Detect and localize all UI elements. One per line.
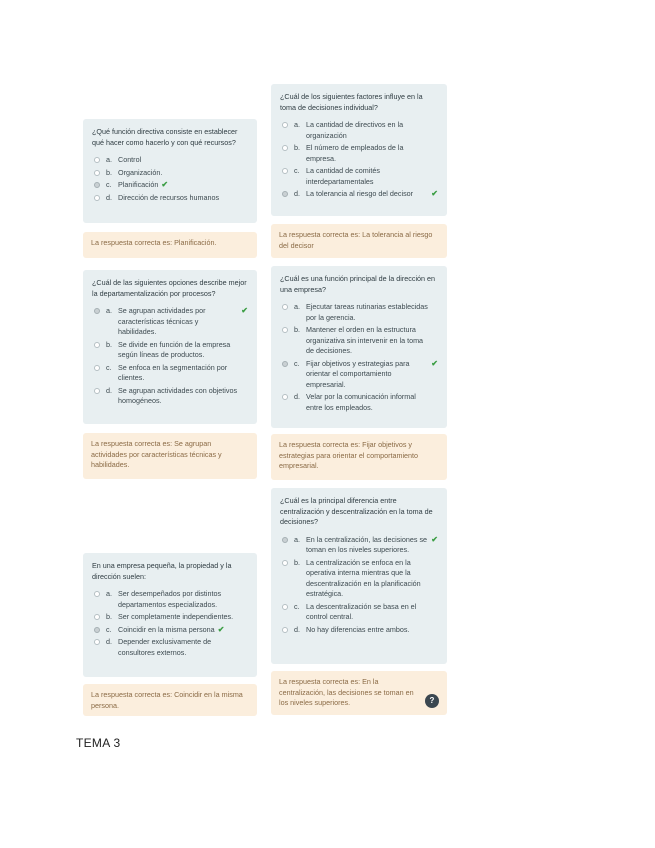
radio-icon[interactable]: [94, 157, 100, 163]
feedback-box-5: [271, 671, 447, 715]
answer-option-b[interactable]: [280, 143, 438, 164]
option-letter: c.: [106, 180, 112, 189]
option-text: Se enfoca en la segmentación por clientes.: [118, 362, 228, 382]
question-text: ¿Cuál de las siguientes opciones describe mejor la departamentalización por procesos?: [92, 278, 247, 298]
checkmark-icon: ✔: [431, 189, 438, 198]
radio-icon[interactable]: [94, 365, 100, 371]
question-card-4: [271, 266, 447, 428]
question-card-3: [83, 270, 257, 424]
radio-selected-icon[interactable]: [94, 182, 100, 188]
option-text: Organización.: [118, 167, 163, 177]
option-text: Ejecutar tareas rutinarias establecidas por la gerencia.: [306, 302, 428, 322]
option-letter: a.: [106, 306, 112, 315]
option-letter: b.: [294, 143, 300, 152]
radio-icon[interactable]: [282, 394, 288, 400]
answer-option-a[interactable]: [280, 535, 438, 556]
answer-option-b[interactable]: [92, 340, 248, 361]
answer-option-a[interactable]: [280, 120, 438, 141]
radio-selected-icon[interactable]: [94, 308, 100, 314]
option-text: Ser desempeñados por distintos departamentos especializados.: [118, 589, 222, 609]
radio-icon[interactable]: [94, 388, 100, 394]
option-text: Velar por la comunicación informal entre los empleados.: [306, 392, 416, 412]
option-text: Mantener el orden en la estructura organizativa sin intervenir en la toma de decisiones.: [306, 325, 424, 355]
option-letter: d.: [106, 385, 112, 395]
feedback-box-6: [83, 684, 257, 716]
option-letter: c.: [294, 166, 300, 175]
option-letter: a.: [106, 155, 112, 164]
option-letter: a.: [294, 120, 300, 129]
option-text: La cantidad de directivos en la organización: [306, 120, 404, 140]
radio-selected-icon[interactable]: [282, 537, 288, 543]
answer-option-a[interactable]: [92, 306, 248, 338]
radio-icon[interactable]: [282, 122, 288, 128]
radio-icon[interactable]: [282, 327, 288, 333]
help-button[interactable]: ?: [425, 694, 439, 708]
radio-icon[interactable]: [282, 304, 288, 310]
answer-option-b[interactable]: [280, 325, 438, 357]
radio-icon[interactable]: [94, 614, 100, 620]
answer-option-a[interactable]: [280, 302, 438, 323]
radio-icon[interactable]: [94, 195, 100, 201]
option-text: La descentralización se basa en el control central.: [306, 601, 417, 621]
option-text: Dirección de recursos humanos: [118, 192, 220, 202]
radio-icon[interactable]: [282, 145, 288, 151]
answer-option-d[interactable]: [92, 637, 248, 658]
feedback-text: La respuesta correcta es: En la centralización, las decisiones se toman en los niveles superiores.: [279, 677, 414, 707]
option-letter: a.: [294, 302, 300, 311]
question-card-5: [271, 488, 447, 664]
answer-option-d[interactable]: [280, 189, 438, 200]
option-letter: d.: [294, 189, 300, 198]
option-text: El número de empleados de la empresa.: [306, 143, 404, 163]
question-card-1: [83, 119, 257, 223]
answer-option-b[interactable]: [92, 612, 248, 623]
option-text: Coincidir en la misma persona: [118, 624, 215, 634]
option-letter: c.: [106, 624, 112, 634]
option-text: La centralización se enfoca en la operativa interna mientras que la descentralización en la planificación estratégica.: [306, 557, 421, 598]
feedback-box-4: [271, 434, 447, 480]
option-text: Depender exclusivamente de consultores externos.: [118, 637, 212, 657]
radio-icon[interactable]: [94, 342, 100, 348]
question-text: ¿Cuál de los siguientes factores influye en la toma de decisiones individual?: [280, 92, 423, 112]
question-text: ¿Cuál es una función principal de la dirección en una empresa?: [280, 274, 436, 294]
feedback-text: La respuesta correcta es: La tolerancia al riesgo del decisor: [279, 230, 433, 250]
option-letter: c.: [294, 358, 300, 368]
answer-option-a[interactable]: [92, 589, 248, 610]
option-text: Ser completamente independientes.: [118, 612, 234, 621]
radio-icon[interactable]: [282, 604, 288, 610]
radio-icon[interactable]: [94, 591, 100, 597]
option-letter: d.: [106, 192, 112, 202]
feedback-box-2: [271, 224, 447, 258]
option-text: Planificación: [118, 180, 159, 189]
answer-option-b[interactable]: [280, 558, 438, 600]
option-letter: d.: [294, 392, 300, 401]
answer-option-d[interactable]: [92, 193, 248, 204]
answer-option-a[interactable]: [92, 155, 248, 166]
option-text: Control: [118, 155, 142, 164]
feedback-text: La respuesta correcta es: Fijar objetivos y estrategias para orientar el comportamiento empresarial.: [279, 440, 419, 470]
answer-option-c[interactable]: [280, 602, 438, 623]
checkmark-icon: ✔: [161, 180, 169, 189]
question-card-2: [271, 84, 447, 216]
checkmark-icon: ✔: [431, 534, 438, 544]
answer-option-d[interactable]: [280, 392, 438, 413]
feedback-text: La respuesta correcta es: Coincidir en la misma persona.: [91, 690, 243, 710]
option-text: En la centralización, las decisiones se toman en los niveles superiores.: [306, 534, 428, 554]
option-text: La tolerancia al riesgo del decisor: [306, 189, 414, 198]
section-heading: TEMA 3: [76, 736, 121, 750]
feedback-text: La respuesta correcta es: Planificación.: [91, 238, 217, 247]
option-letter: b.: [106, 612, 112, 621]
feedback-text: La respuesta correcta es: Se agrupan actividades por características técnicas y habilidades.: [91, 439, 222, 469]
radio-selected-icon[interactable]: [282, 361, 288, 367]
question-text: En una empresa pequeña, la propiedad y la dirección suelen:: [92, 561, 232, 581]
radio-icon[interactable]: [94, 170, 100, 176]
radio-icon[interactable]: [94, 639, 100, 645]
answer-option-c[interactable]: [92, 180, 248, 191]
option-letter: b.: [106, 167, 112, 177]
answer-option-c[interactable]: [92, 363, 248, 384]
option-text: La cantidad de comités interdepartamentales: [306, 166, 380, 186]
option-letter: b.: [106, 339, 112, 349]
option-letter: b.: [294, 557, 300, 567]
radio-selected-icon[interactable]: [94, 627, 100, 633]
radio-icon[interactable]: [282, 627, 288, 633]
answer-option-d[interactable]: [92, 386, 248, 407]
option-text: Fijar objetivos y estrategias para orientar el comportamiento empresarial.: [306, 358, 410, 389]
option-letter: a.: [106, 589, 112, 598]
option-letter: c.: [294, 601, 300, 611]
radio-selected-icon[interactable]: [282, 191, 288, 197]
question-text: ¿Qué función directiva consiste en establecer qué hacer como hacerlo y con qué recursos?: [92, 127, 238, 147]
answer-option-c[interactable]: [280, 166, 438, 187]
option-text: No hay diferencias entre ambos.: [306, 624, 410, 634]
checkmark-icon: ✔: [431, 358, 438, 368]
radio-icon[interactable]: [282, 168, 288, 174]
option-letter: d.: [106, 637, 112, 646]
question-card-6: [83, 553, 257, 677]
checkmark-icon: ✔: [217, 624, 225, 634]
answer-option-c[interactable]: [280, 359, 438, 391]
answer-option-c[interactable]: [92, 625, 248, 636]
answer-option-b[interactable]: [92, 168, 248, 179]
feedback-box-1: [83, 232, 257, 258]
option-letter: a.: [294, 534, 300, 544]
option-letter: b.: [294, 325, 300, 334]
option-letter: c.: [106, 362, 112, 372]
question-text: ¿Cuál es la principal diferencia entre centralización y descentralización en la toma de decisiones?: [280, 496, 433, 526]
option-text: Se agrupan actividades por características técnicas y habilidades.: [118, 306, 206, 336]
checkmark-icon: ✔: [241, 306, 248, 315]
option-text: Se agrupan actividades con objetivos homogéneos.: [118, 385, 238, 405]
feedback-box-3: [83, 433, 257, 479]
option-text: Se divide en función de la empresa según líneas de productos.: [118, 339, 231, 359]
radio-icon[interactable]: [282, 560, 288, 566]
option-letter: d.: [294, 624, 300, 634]
answer-option-d[interactable]: [280, 625, 438, 636]
